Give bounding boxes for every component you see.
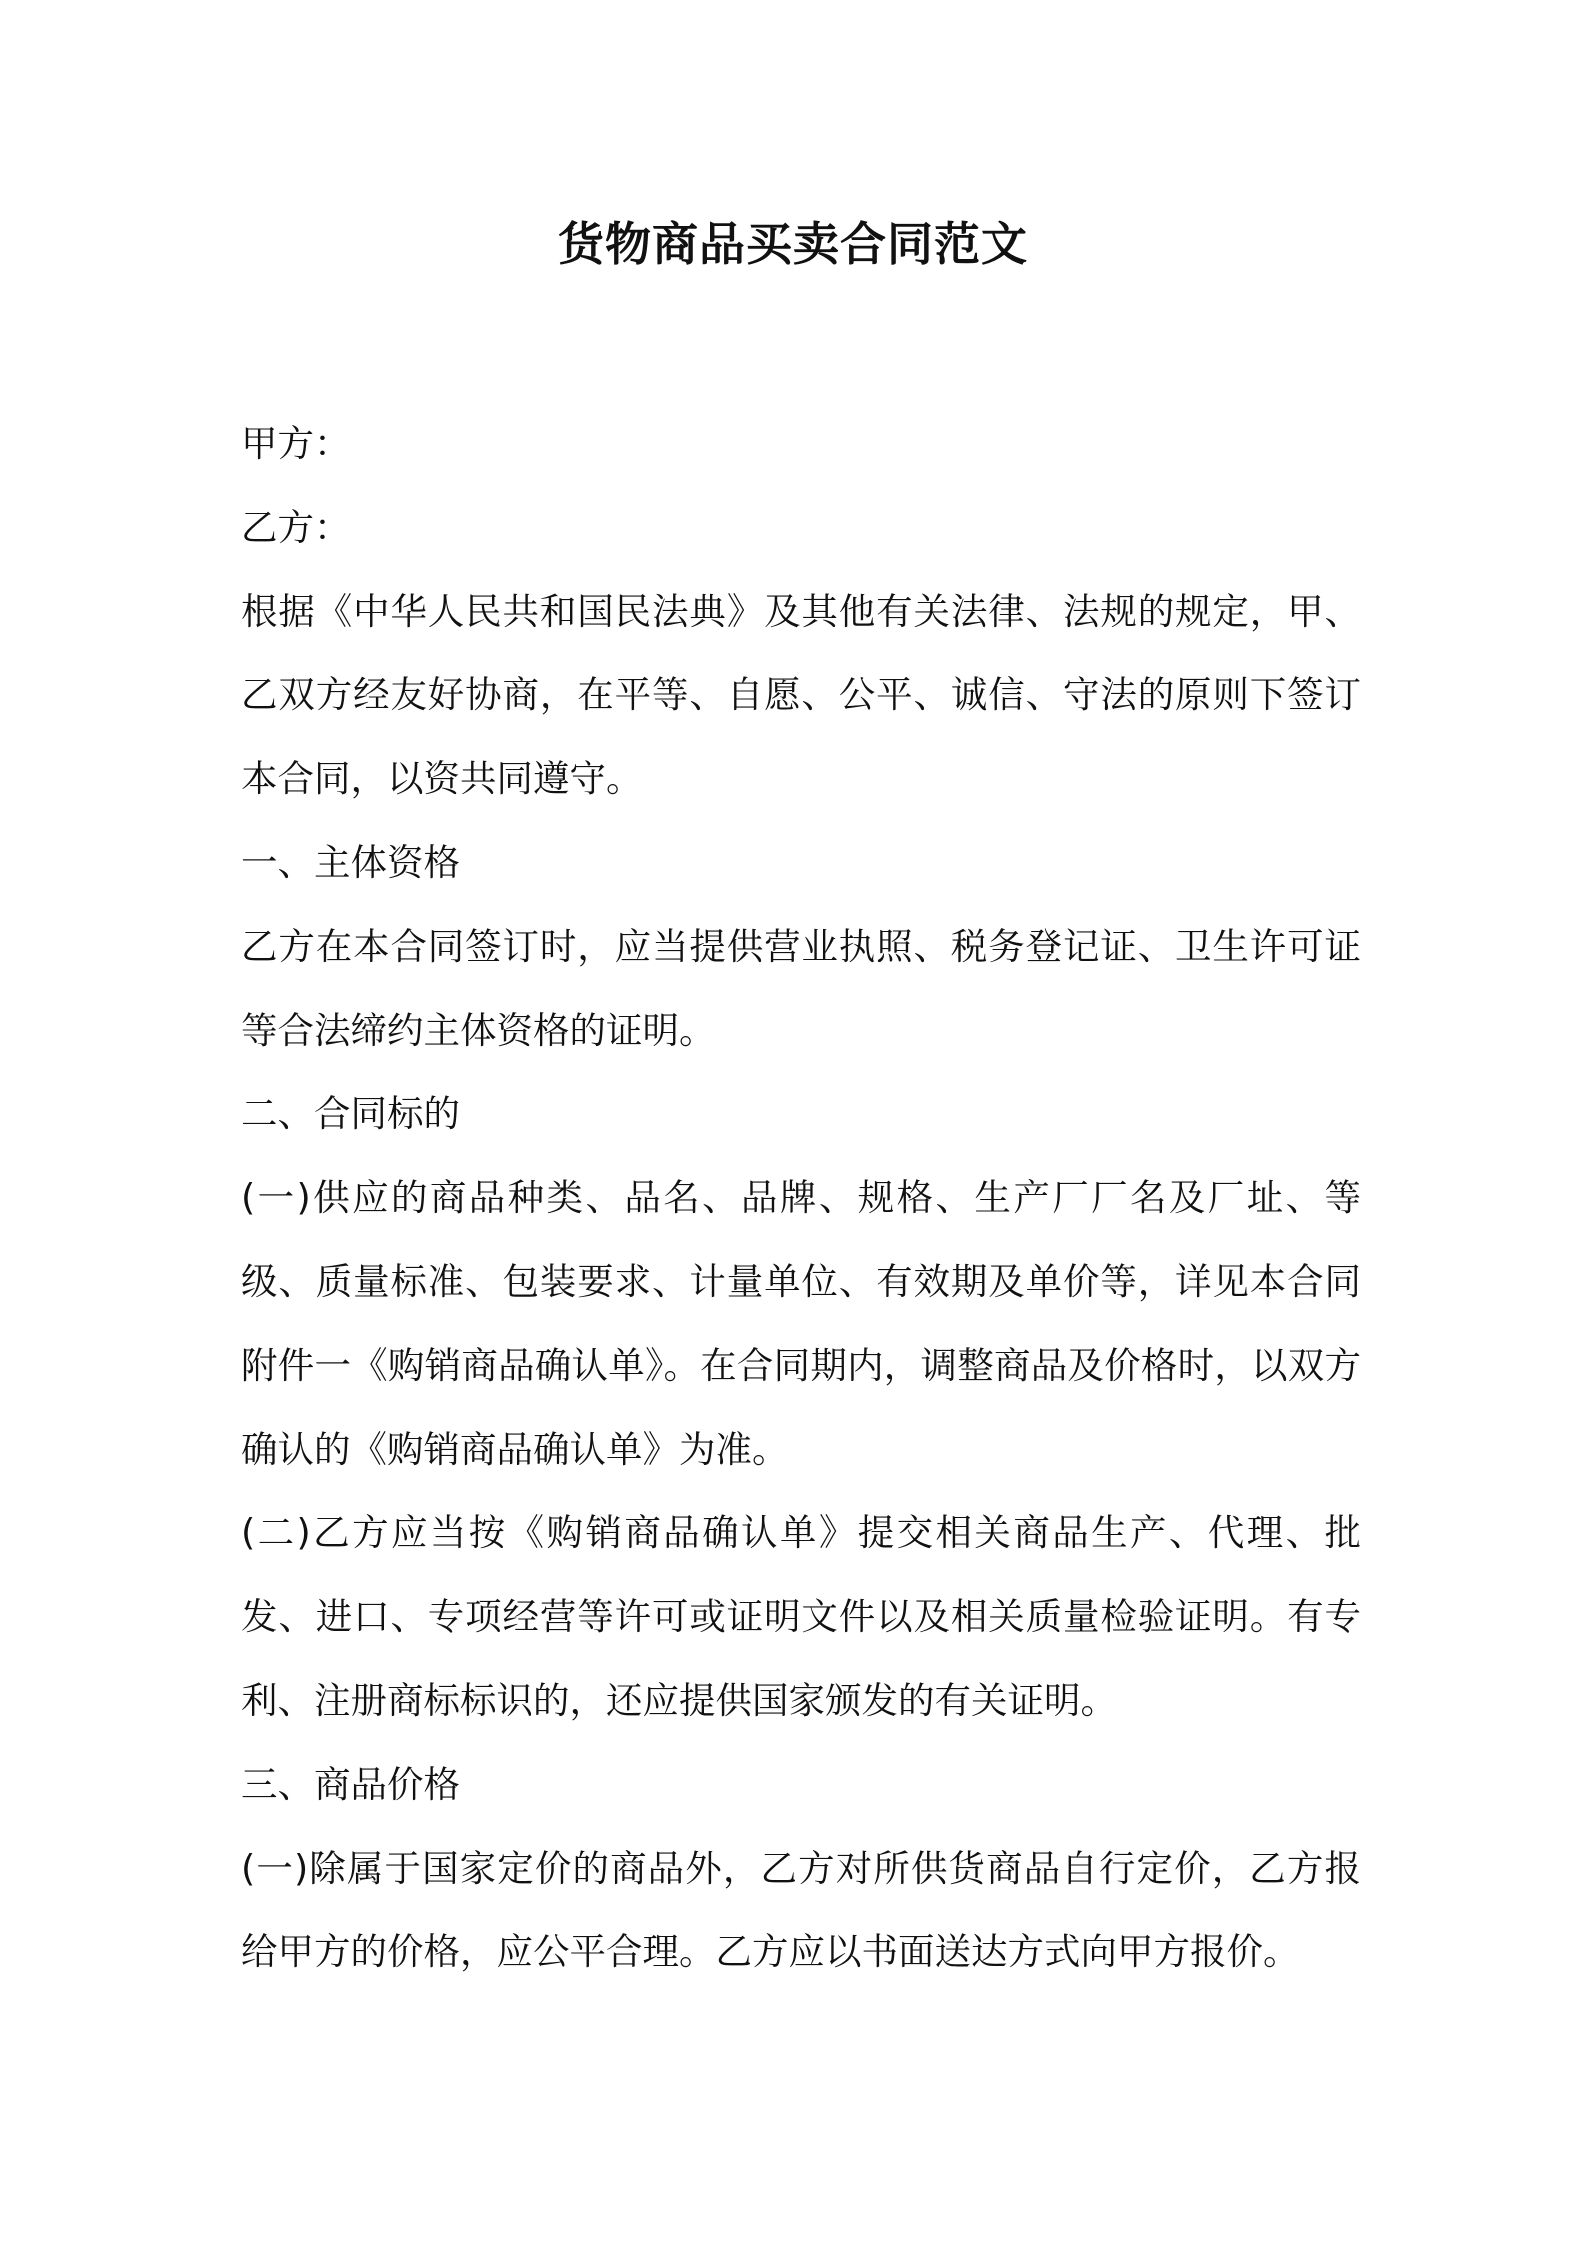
preamble-paragraph: 根据《中华人民共和国民法典》及其他有关法律、法规的规定，甲、乙双方经友好协商，在平等、自愿、公平、诚信、守法的原则下签订本合同，以资共同遵守。 xyxy=(241,589,1361,801)
document-body xyxy=(241,402,1361,1994)
section-paragraph: (一)除属于国家定价的商品外，乙方对所供货商品自行定价，乙方报给甲方的价格，应公平合理。乙方应以书面送达方式向甲方报价。 xyxy=(241,1846,1361,1974)
section-paragraph: (二)乙方应当按《购销商品确认单》提交相关商品生产、代理、批发、进口、专项经营等许可或证明文件以及相关质量检验证明。有专利、注册商标标识的，还应提供国家颁发的有关证明。 xyxy=(241,1511,1361,1722)
section-heading-subject-qualification: 一、主体资格 xyxy=(241,840,460,884)
section-heading-contract-subject: 二、合同标的 xyxy=(241,1092,460,1136)
section-heading-commodity-price: 三、商品价格 xyxy=(241,1762,460,1806)
party-b-line: 乙方： xyxy=(241,505,351,549)
document-title: 货物商品买卖合同范文 xyxy=(558,217,1028,271)
section-paragraph: (一)供应的商品种类、品名、品牌、规格、生产厂厂名及厂址、等级、质量标准、包装要求、计量单位、有效期及单价等，详见本合同附件一《购销商品确认单》。在合同期内，调整商品及价格时，以双方确认的《购销商品确认单》为准。 xyxy=(241,1176,1361,1471)
section-paragraph: 乙方在本合同签订时，应当提供营业执照、税务登记证、卫生许可证等合法缔约主体资格的证明。 xyxy=(241,924,1361,1052)
party-a-line: 甲方： xyxy=(241,422,351,465)
